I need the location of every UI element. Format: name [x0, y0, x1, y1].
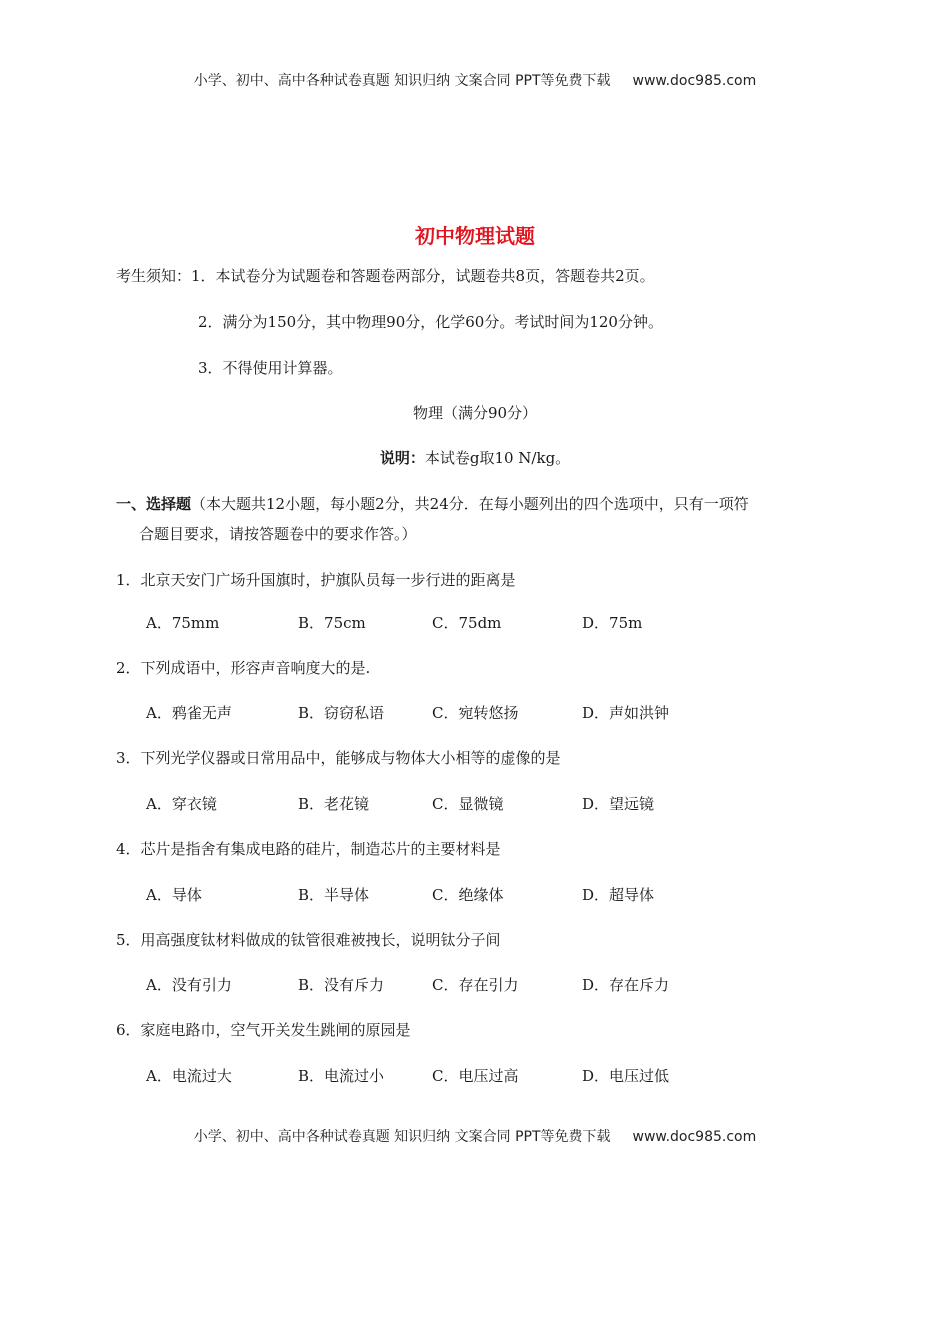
notice-label: 考生须知： [116, 267, 192, 285]
notice-item-3: 3．不得使用计算器。 [198, 359, 343, 377]
question-4-option-c: C．绝缘体 [432, 886, 504, 904]
notice-item-2: 2．满分为150分，其中物理90分，化学60分。考试时间为120分钟。 [198, 313, 663, 331]
question-2-option-a: A．鸦雀无声 [146, 704, 232, 722]
question-5-stem: 5．用高强度钛材料做成的钛管很难被拽长，说明钛分子间 [116, 931, 501, 949]
question-3-option-b: B．老花镜 [298, 795, 370, 813]
footer-site[interactable]: www.doc985.com [632, 1129, 757, 1145]
notice-item-1: 1．本试卷分为试题卷和答题卷两部分，试题卷共8页，答题卷共2页。 [191, 267, 655, 285]
question-4-option-d: D．超导体 [582, 886, 655, 904]
question-6-option-a: A．电流过大 [146, 1067, 232, 1085]
notice-line-1 [116, 265, 655, 286]
question-6-option-d: D．电压过低 [582, 1067, 670, 1085]
question-6-stem: 6．家庭电路巾，空气开关发生跳闸的原园是 [116, 1021, 411, 1039]
section-desc-1: （本大题共12小题，每小题2分，共24分．在每小题列出的四个选项中，只有一项符 [191, 495, 749, 513]
question-2-stem: 2．下列成语中，形容声音响度大的是. [116, 659, 371, 677]
question-3-stem: 3．下列光学仪器或日常用品中，能够成与物体大小相等的虚像的是 [116, 749, 561, 767]
question-5-option-b: B．没有斥力 [298, 976, 385, 994]
header-site[interactable]: www.doc985.com [632, 73, 757, 89]
question-4-stem: 4．芯片是指舍有集成电路的硅片，制造芯片的主要材料是 [116, 840, 501, 858]
question-5-option-c: C．存在引力 [432, 976, 519, 994]
note-label: 说明： [379, 449, 425, 467]
note-line [0, 447, 950, 468]
question-2-option-b: B．窃窃私语 [298, 704, 385, 722]
note-text: 本试卷g取10 N/kg。 [424, 449, 571, 467]
question-5-option-a: A．没有引力 [146, 976, 232, 994]
page-footer [0, 1126, 950, 1146]
question-1-option-b: B．75cm [298, 614, 366, 632]
page-header [0, 70, 950, 90]
question-3-option-c: C．显微镜 [432, 795, 504, 813]
section-heading [116, 493, 749, 514]
footer-text: 小学、初中、高中各种试卷真题 知识归纳 文案合同 PPT等免费下载 [193, 1129, 611, 1145]
question-5-option-d: D．存在斥力 [582, 976, 670, 994]
question-2-option-d: D．声如洪钟 [582, 704, 670, 722]
question-1-option-d: D．75m [582, 614, 643, 632]
question-4-option-b: B．半导体 [298, 886, 370, 904]
section-label: 一、选择题 [116, 495, 192, 513]
question-6-option-b: B．电流过小 [298, 1067, 385, 1085]
question-3-option-a: A．穿衣镜 [146, 795, 217, 813]
section-desc-2: 合题目要求，请按答题卷中的要求作答。） [139, 525, 417, 543]
question-2-option-c: C．宛转悠扬 [432, 704, 519, 722]
header-text: 小学、初中、高中各种试卷真题 知识归纳 文案合同 PPT等免费下载 [193, 73, 611, 89]
question-3-option-d: D．望远镜 [582, 795, 655, 813]
subject-line: 物理（满分90分） [412, 404, 538, 422]
question-6-option-c: C．电压过高 [432, 1067, 519, 1085]
question-1-stem: 1．北京天安门广场升国旗时，护旗队员每一步行进的距离是 [116, 571, 516, 589]
question-1-option-a: A．75mm [146, 614, 220, 632]
question-4-option-a: A．导体 [146, 886, 202, 904]
page-title: 初中物理试题 [415, 224, 535, 248]
question-1-option-c: C．75dm [432, 614, 502, 632]
